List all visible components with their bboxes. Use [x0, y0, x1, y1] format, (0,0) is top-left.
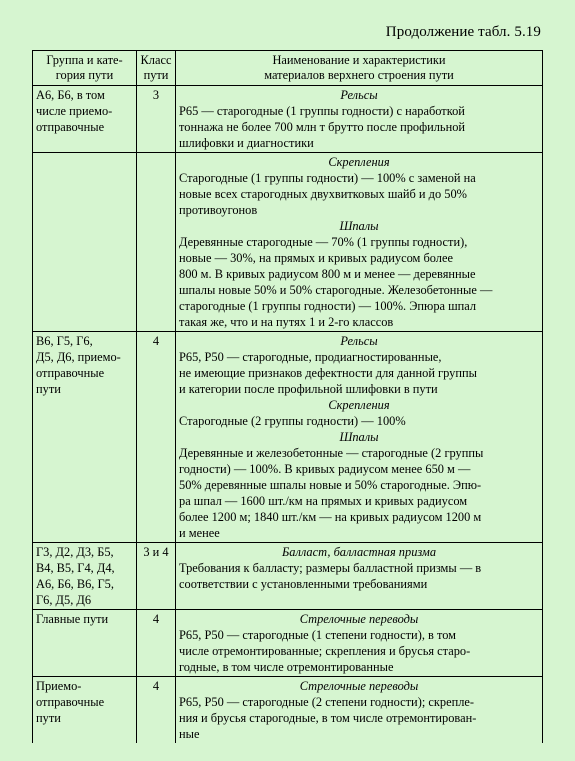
cell-description — [176, 610, 543, 677]
cell-group: Приемо- отправочные пути — [33, 677, 137, 744]
description-line: числе отремонтированные; скрепления и брусья старо- — [179, 644, 471, 658]
description-line: ные — [179, 727, 200, 741]
description-line: шпалы новые 50% и 50% старогодные. Железобетонные — — [179, 283, 493, 297]
header-class: Класс пути — [137, 51, 176, 86]
description-line: и менее — [179, 526, 220, 540]
description-line: старогодные (1 группы годности) — 100%. Эпюра шпал — [179, 299, 477, 313]
description-line: такая же, что и на путях 1 и 2-го классов — [179, 315, 394, 329]
description-line: годности) — 100%. В кривых радиусом менее 650 м — — [179, 462, 471, 476]
header-description: Наименование и характеристики материалов верхнего строения пути — [176, 51, 543, 86]
section-title: Стрелочные переводы — [299, 679, 419, 693]
description-line: соответствии с установленными требованиями — [179, 577, 428, 591]
cell-class: 3 — [137, 86, 176, 153]
description-line: новые — 30%, на прямых и кривых радиусом более — [179, 251, 453, 265]
cell-class — [137, 153, 176, 332]
description-line: Р65, Р50 — старогодные (2 степени годности); скрепле- — [179, 695, 475, 709]
header-group: Группа и кате- гория пути — [33, 51, 137, 86]
table-row — [33, 677, 543, 744]
cell-class: 4 — [137, 332, 176, 543]
description-line: Требования к балласту; размеры балластной призмы — в — [179, 561, 482, 575]
cell-group: Г3, Д2, Д3, Б5, В4, В5, Г4, Д4, А6, Б6, В6, Г5, Г6, Д5, Д6 — [33, 543, 137, 610]
cell-description — [176, 153, 543, 332]
section-title: Скрепления — [328, 155, 390, 169]
description-line: годные, в том числе отремонтированные — [179, 660, 394, 674]
cell-class: 4 — [137, 677, 176, 744]
cell-description — [176, 332, 543, 543]
section-title: Шпалы — [339, 430, 379, 444]
description-line: Р65, Р50 — старогодные (1 степени годности), в том — [179, 628, 457, 642]
table-caption: Продолжение табл. 5.19 — [385, 24, 541, 40]
cell-group: А6, Б6, в том числе приемо- отправочные — [33, 86, 137, 153]
description-line: и категории после профильной шлифовки в пути — [179, 382, 438, 396]
cell-description — [176, 86, 543, 153]
description-line: Старогодные (2 группы годности) — 100% — [179, 414, 406, 428]
description-line: более 1200 м; 1840 шт./км — на кривых радиусом 1200 м — [179, 510, 482, 524]
cell-class: 3 и 4 — [137, 543, 176, 610]
description-line: Деревянные старогодные — 70% (1 группы годности), — [179, 235, 468, 249]
description-line: Старогодные (1 группы годности) — 100% с заменой на — [179, 171, 476, 185]
cell-description — [176, 543, 543, 610]
table-header-row — [33, 51, 543, 86]
table-row — [33, 86, 543, 153]
table-row — [33, 332, 543, 543]
description-line: новые всех старогодных двухвитковых шайб и до 50% — [179, 187, 467, 201]
description-line: шлифовки и диагностики — [179, 136, 314, 150]
cell-group: В6, Г5, Г6, Д5, Д6, приемо- отправочные пути — [33, 332, 137, 543]
cell-group — [33, 153, 137, 332]
description-line: 800 м. В кривых радиусом 800 м и менее — деревянные — [179, 267, 476, 281]
section-title: Скрепления — [328, 398, 390, 412]
section-title: Рельсы — [340, 334, 378, 348]
cell-class: 4 — [137, 610, 176, 677]
table-body — [33, 86, 543, 744]
description-line: не имеющие признаков дефектности для данной группы — [179, 366, 477, 380]
section-title: Стрелочные переводы — [299, 612, 419, 626]
section-title: Рельсы — [340, 88, 378, 102]
table-row — [33, 153, 543, 332]
description-line: тоннажа не более 700 млн т брутто после профильной — [179, 120, 466, 134]
description-line: 50% деревянные шпалы новые и 50% старогодные. Эпю- — [179, 478, 482, 492]
materials-table — [32, 50, 543, 743]
table-row — [33, 610, 543, 677]
cell-group: Главные пути — [33, 610, 137, 677]
section-title: Балласт, балластная призма — [281, 545, 437, 559]
section-title: Шпалы — [339, 219, 379, 233]
description-line: Р65, Р50 — старогодные, продиагностированные, — [179, 350, 442, 364]
description-line: Р65 — старогодные (1 группы годности) с наработкой — [179, 104, 465, 118]
description-line: ния и брусья старогодные, в том числе отремонтирован- — [179, 711, 477, 725]
description-line: противоугонов — [179, 203, 258, 217]
table-row — [33, 543, 543, 610]
cell-description — [176, 677, 543, 744]
description-line: ра шпал — 1600 шт./км на прямых и кривых радиусом — [179, 494, 468, 508]
description-line: Деревянные и железобетонные — старогодные (2 группы — [179, 446, 484, 460]
